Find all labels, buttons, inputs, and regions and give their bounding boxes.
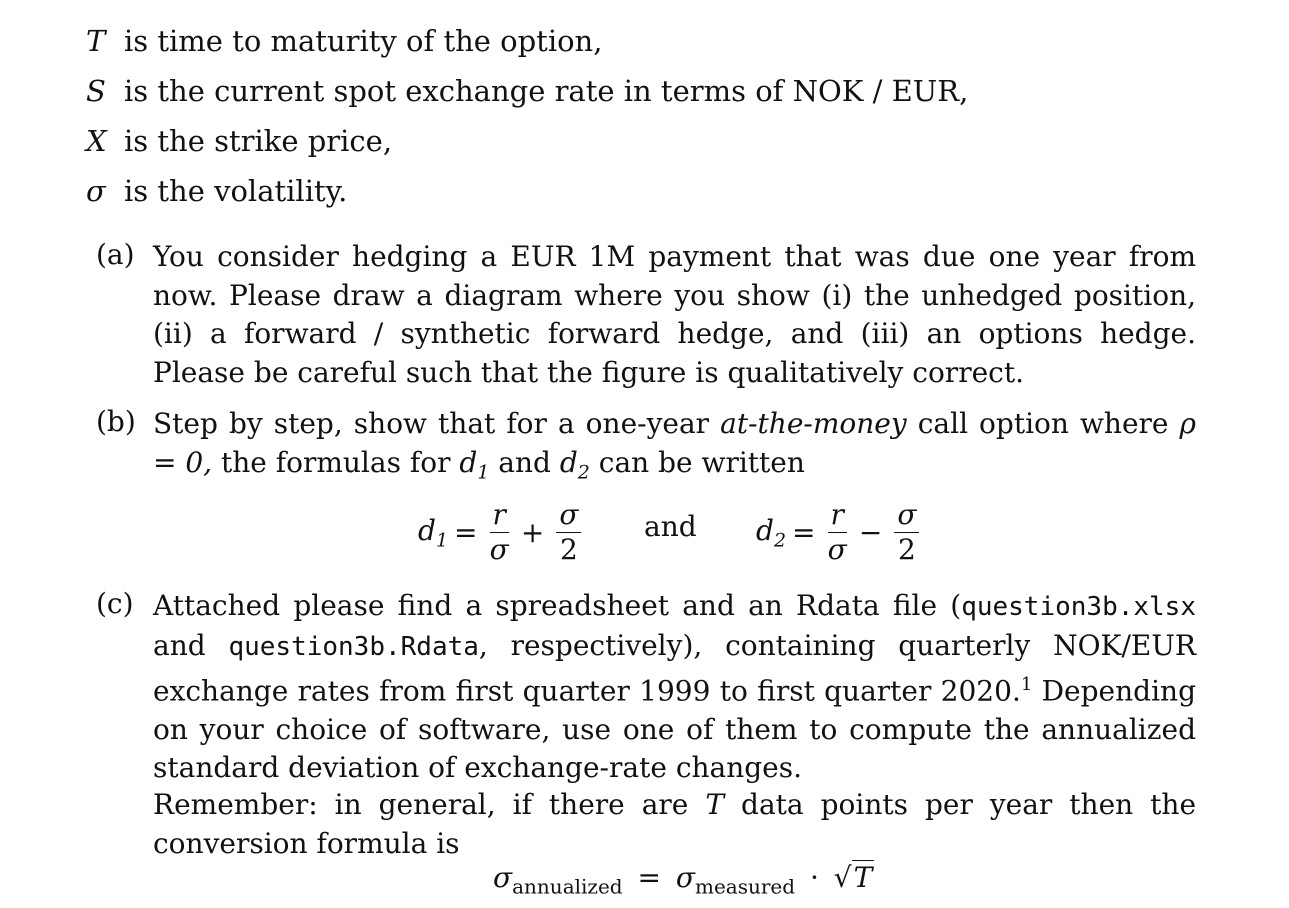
- definition-text: is the volatility.: [124, 174, 348, 208]
- text-run: data points per year then the conversion formula is: [153, 788, 1197, 860]
- rho-condition: ρ = 0,: [153, 407, 1197, 479]
- definition-line: [86, 72, 968, 122]
- equation-d2: $d_2$ = $\frac{r}{\sigma}$ − $\frac{\sigma}{2}$: [756, 498, 925, 567]
- item-text: [153, 786, 1196, 863]
- definition-text: is the strike price,: [124, 124, 393, 158]
- definitions-list: [86, 22, 968, 222]
- item-label: (a): [96, 238, 135, 271]
- item-label: (c): [96, 587, 134, 620]
- definition-symbol: σ: [86, 174, 106, 208]
- footnote-marker: 1: [1020, 674, 1033, 695]
- definition-symbol: X: [86, 124, 107, 158]
- definition-symbol: T: [86, 24, 106, 58]
- definition-line: [86, 22, 968, 72]
- definition-line: [86, 172, 968, 222]
- filename-rdata: question3b.Rdata: [228, 631, 479, 662]
- text-run: Attached please find a spreadsheet and an Rdata file (: [153, 589, 962, 622]
- equation-and: and: [644, 510, 697, 543]
- definition-text: is time to maturity of the option,: [124, 24, 603, 58]
- equation-d1: $d_1$ = $\frac{r}{\sigma}$ + $\frac{\sigma}{2}$: [418, 498, 587, 567]
- definition-line: [86, 122, 968, 172]
- text-run: Step by step, show that for a one-year: [153, 407, 710, 440]
- text-run: and: [153, 628, 206, 662]
- item-text: [153, 405, 1196, 492]
- definition-symbol: S: [86, 74, 106, 108]
- conversion-formula: $\sigma_{annualized} = \sigma_{measured} \cdot √T$: [493, 861, 873, 899]
- emphasis-text: at-the-money: [720, 407, 907, 440]
- text-run: Remember: in general, if there are: [153, 788, 689, 821]
- item-text: [153, 587, 1196, 788]
- d2-symbol: $d_2$: [559, 445, 590, 484]
- text-run: and: [498, 445, 551, 479]
- d1-symbol: $d_1$: [459, 445, 490, 484]
- text-run: call option where: [917, 407, 1169, 440]
- definition-text: is the current spot exchange rate in terms of NOK / EUR,: [124, 74, 969, 108]
- text-run: , respectively), containing quarterly NOK/EUR exchange rates from first quarter 1999 to first quarter 2020.: [153, 628, 1196, 708]
- text-run: Depending on your choice of software, use one of them to compute the annualized standard deviation of exchange-rate changes.: [153, 674, 1196, 785]
- t-symbol: T: [705, 788, 725, 821]
- item-text: You consider hedging a EUR 1M payment that was due one year from now. Please draw a diagram where you show (i) the unhedged position, (ii) a forward / synthetic forward hedge, and (iii) an options hedge. Please be careful such that the figure is qualitatively correct.: [153, 240, 1196, 389]
- equation-row: [0, 492, 1289, 572]
- text-run: the formulas for: [220, 445, 451, 479]
- item-label: (b): [96, 405, 136, 438]
- text-run: can be written: [598, 445, 805, 479]
- filename-xlsx: question3b.xlsx: [961, 592, 1196, 622]
